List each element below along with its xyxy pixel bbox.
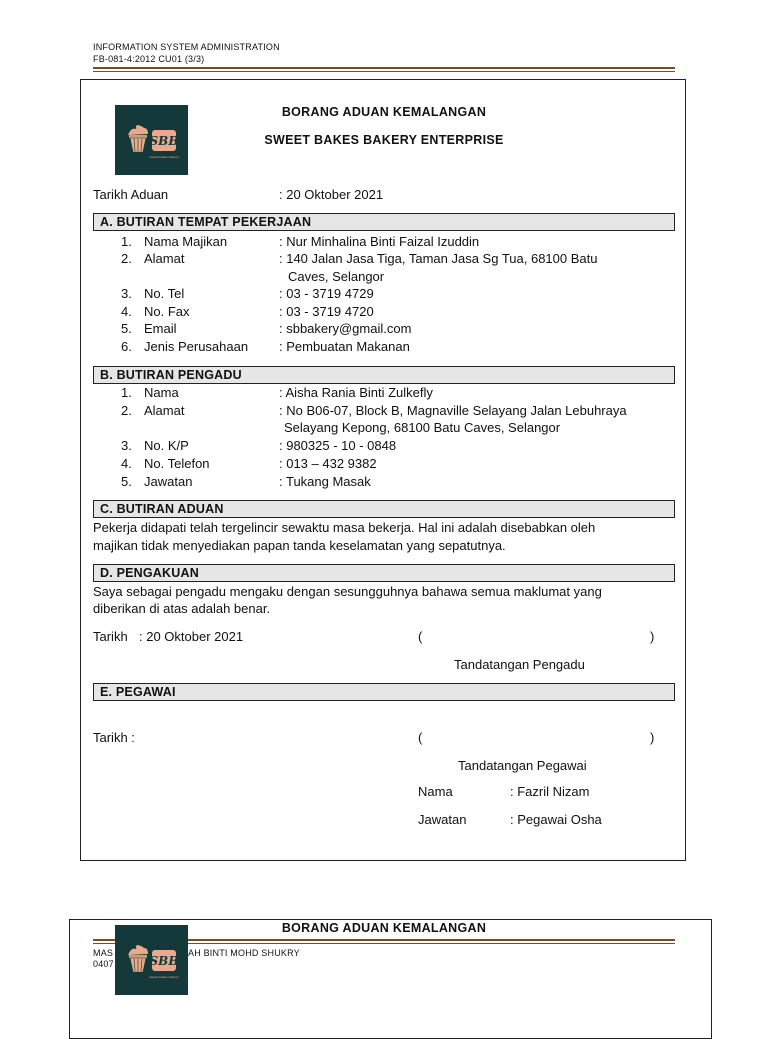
officer-name-label: Nama xyxy=(418,784,453,799)
complainant-position-value: : Tukang Masak xyxy=(279,474,371,489)
employer-name-value: : Nur Minhalina Binti Faizal Izuddin xyxy=(279,234,480,249)
complainant-address-continued: Selayang Kepong, 68100 Batu Caves, Selangor xyxy=(284,420,561,435)
employer-email-value: : sbbakery@gmail.com xyxy=(279,321,412,336)
complainant-address-label: Alamat xyxy=(144,403,185,418)
list-item-number: 2. xyxy=(121,251,132,266)
section-b-heading: B. BUTIRAN PENGADU xyxy=(93,366,675,384)
list-item-number: 5. xyxy=(121,474,132,489)
list-item-number: 3. xyxy=(121,438,132,453)
employer-address-value: : 140 Jalan Jasa Tiga, Taman Jasa Sg Tua, 68100 Batu xyxy=(279,251,598,266)
employer-fax-value: : 03 - 3719 4720 xyxy=(279,304,374,319)
complainant-address-value: : No B06-07, Block B, Magnaville Selayang Jalan Lebuhraya xyxy=(279,403,627,418)
page-2-partial-text-left: MAS xyxy=(93,948,114,958)
header-rule xyxy=(93,67,675,69)
declaration-line-1: Saya sebagai pengadu mengaku dengan sesungguhnya bahawa semua maklumat yang xyxy=(93,584,602,599)
officer-position-value: : Pegawai Osha xyxy=(510,812,602,827)
list-item-number: 1. xyxy=(121,385,132,400)
page-2-partial-text-right: AH BINTI MOHD SHUKRY xyxy=(188,948,300,958)
page-2-title: BORANG ADUAN KEMALANGAN xyxy=(281,921,487,935)
employer-address-continued: Caves, Selangor xyxy=(288,269,385,284)
business-type-label: Jenis Perusahaan xyxy=(144,339,249,354)
declaration-date-label: Tarikh xyxy=(93,629,128,644)
section-d-heading: D. PENGAKUAN xyxy=(93,564,675,582)
header-line-1: INFORMATION SYSTEM ADMINISTRATION xyxy=(93,42,280,52)
complaint-date-value: : 20 Oktober 2021 xyxy=(279,187,384,202)
complainant-position-label: Jawatan xyxy=(144,474,193,489)
employer-phone-label: No. Tel xyxy=(144,286,185,301)
complaint-detail-line-1: Pekerja didapati telah tergelincir sewaktu masa bekerja. Hal ini adalah disebabkan oleh xyxy=(93,520,596,535)
list-item-number: 3. xyxy=(121,286,132,301)
officer-signature-paren-open: ( xyxy=(418,730,423,745)
complainant-name-value: : Aisha Rania Binti Zulkefly xyxy=(279,385,433,400)
declaration-line-2: diberikan di atas adalah benar. xyxy=(93,601,271,616)
officer-position-label: Jawatan xyxy=(418,812,467,827)
employer-fax-label: No. Fax xyxy=(144,304,190,319)
page-2-partial-id: 0407 xyxy=(93,959,114,969)
header-line-2: FB-081-4:2012 CU01 (3/3) xyxy=(93,54,205,64)
declaration-date-value: : 20 Oktober 2021 xyxy=(139,629,244,644)
svg-text:SBB: SBB xyxy=(149,954,179,968)
employer-name-label: Nama Majikan xyxy=(144,234,228,249)
header-rule-thin xyxy=(93,71,675,72)
complainant-phone-label: No. Telefon xyxy=(144,456,210,471)
signature-paren-open: ( xyxy=(418,629,423,644)
complainant-ic-value: : 980325 - 10 - 0848 xyxy=(279,438,397,453)
svg-text:SBB: SBB xyxy=(149,134,179,148)
complaint-date-label: Tarikh Aduan xyxy=(93,187,169,202)
complaint-detail-line-2: majikan tidak menyediakan papan tanda keselamatan yang sepatutnya. xyxy=(93,538,506,553)
complainant-ic-label: No. K/P xyxy=(144,438,189,453)
employer-address-label: Alamat xyxy=(144,251,185,266)
list-item-number: 4. xyxy=(121,456,132,471)
officer-date-label: Tarikh : xyxy=(93,730,135,745)
complainant-phone-value: : 013 – 432 9382 xyxy=(279,456,377,471)
company-name: SWEET BAKES BAKERY ENTERPRISE xyxy=(264,133,504,147)
section-a-heading: A. BUTIRAN TEMPAT PEKERJAAN xyxy=(93,213,675,231)
list-item-number: 6. xyxy=(121,339,132,354)
list-item-number: 2. xyxy=(121,403,132,418)
complainant-name-label: Nama xyxy=(144,385,179,400)
business-type-value: : Pembuatan Makanan xyxy=(279,339,410,354)
employer-email-label: Email xyxy=(144,321,177,336)
officer-signature-label: Tandatangan Pegawai xyxy=(458,758,587,773)
officer-signature-paren-close: ) xyxy=(650,730,655,745)
form-title: BORANG ADUAN KEMALANGAN xyxy=(281,105,487,119)
complainant-signature-label: Tandatangan Pengadu xyxy=(454,657,585,672)
list-item-number: 5. xyxy=(121,321,132,336)
officer-name-value: : Fazril Nizam xyxy=(510,784,590,799)
signature-paren-close: ) xyxy=(650,629,655,644)
employer-phone-value: : 03 - 3719 4729 xyxy=(279,286,374,301)
page-2-company-logo xyxy=(115,925,188,995)
svg-text:sweet bakes bakery: sweet bakes bakery xyxy=(149,155,179,159)
svg-text:sweet bakes bakery: sweet bakes bakery xyxy=(149,975,179,979)
list-item-number: 4. xyxy=(121,304,132,319)
cupcake-icon xyxy=(115,925,188,995)
section-c-heading: C. BUTIRAN ADUAN xyxy=(93,500,675,518)
section-e-heading: E. PEGAWAI xyxy=(93,683,675,701)
list-item-number: 1. xyxy=(121,234,132,249)
